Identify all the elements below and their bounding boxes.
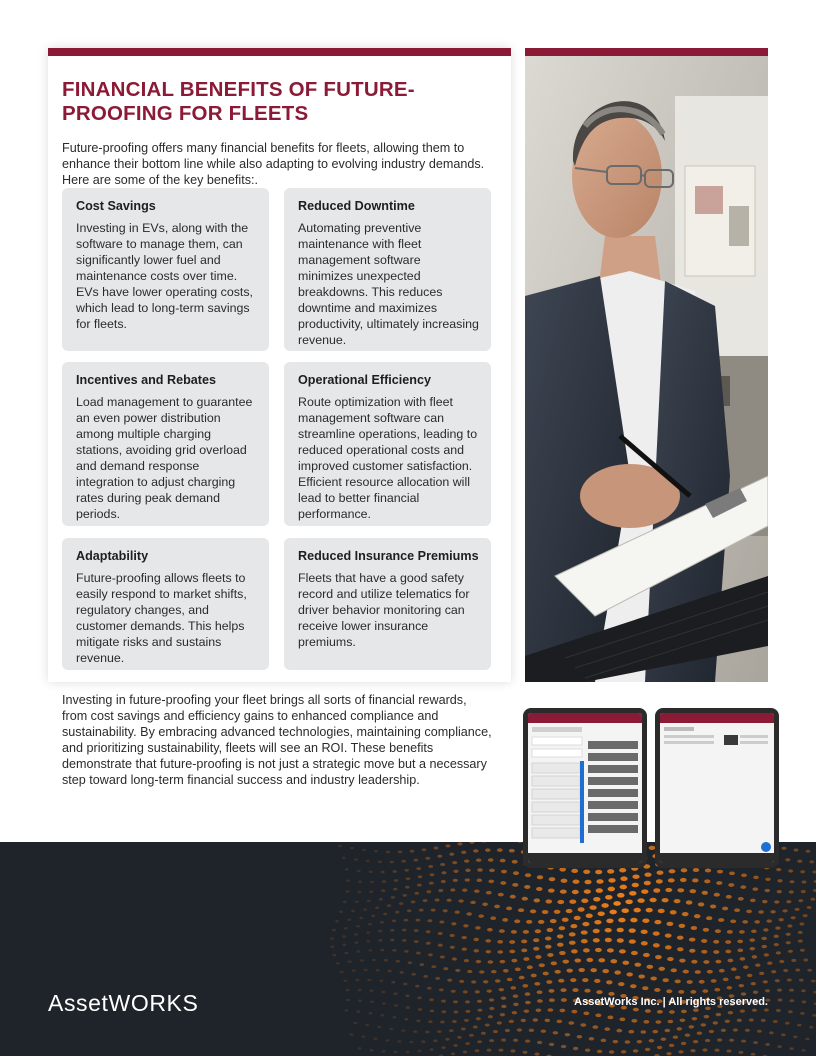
benefit-body: Investing in EVs, along with the software to manage them, can significantly lower fuel and maintenance costs over time. EVs have lower operating costs, which lead to long-term savings for fleets. [76, 221, 254, 331]
benefit-body: Fleets that have a good safety record and utilize telematics for driver behavior monitoring can receive lower insurance premiums. [298, 571, 470, 649]
benefit-heading: Adaptability [76, 549, 149, 563]
benefit-heading: Operational Efficiency [298, 373, 431, 387]
benefit-reduced-downtime [284, 188, 491, 351]
benefit-heading: Incentives and Rebates [76, 373, 216, 387]
benefit-body: Route optimization with fleet management software can streamline operations, leading to reduced operational costs and improved customer satisfaction. Efficient resource allocation will lead to better financial performance. [298, 395, 478, 521]
photo-illustration [525, 56, 768, 682]
assetworks-logo [48, 990, 198, 1017]
logo-text: AssetWORKS [48, 990, 199, 1016]
app-screen [660, 713, 774, 863]
photo-man-with-clipboard [525, 48, 768, 682]
app-screen [528, 713, 642, 863]
page-title: FINANCIAL BENEFITS OF FUTURE-PROOFING FOR FLEETS [62, 78, 415, 125]
benefit-incentives-rebates [62, 362, 269, 526]
benefit-body: Future-proofing allows fleets to easily respond to market shifts, regulatory changes, and customer demands. This helps mitigate risks and sustains revenue. [76, 571, 247, 665]
copyright-text: AssetWorks Inc. | All rights reserved. [574, 996, 768, 1008]
benefit-heading: Reduced Insurance Premiums [298, 549, 479, 563]
benefit-operational-efficiency [284, 362, 491, 526]
benefit-body: Load management to guarantee an even power distribution among multiple charging stations, avoiding grid overload and demand response integration to adjust charging rates during peak demand periods. [76, 395, 253, 521]
benefit-insurance-premiums [284, 538, 491, 670]
benefits-card [48, 48, 511, 682]
benefit-body: Automating preventive maintenance with fleet management software minimizes unexpected breakdowns. This reduces downtime and maximizes productivity, ultimately increasing revenue. [298, 221, 479, 347]
closing-paragraph: Investing in future-proofing your fleet brings all sorts of financial rewards, from cost savings and efficiency gains to enhanced compliance and sustainability. By embracing advanced technologies, maintaining compliance, and prioritizing sustainability, fleets will see an ROI. These benefits demonstrate that future-proofing is not just a strategic move but a necessary step toward long-term financial success and industry leadership. [62, 693, 492, 787]
benefit-cost-savings [62, 188, 269, 351]
tablet-app-screen-right [655, 708, 779, 868]
benefit-heading: Reduced Downtime [298, 199, 415, 213]
tablet-app-screen-left [523, 708, 647, 868]
footer [0, 842, 816, 1056]
orange-dot-pattern [0, 842, 816, 1056]
benefit-heading: Cost Savings [76, 199, 156, 213]
benefit-adaptability [62, 538, 269, 670]
intro-text: Future-proofing offers many financial benefits for fleets, allowing them to enhance their bottom line while also adapting to evolving industry demands. Here are some of the key benefits:. [62, 141, 485, 187]
